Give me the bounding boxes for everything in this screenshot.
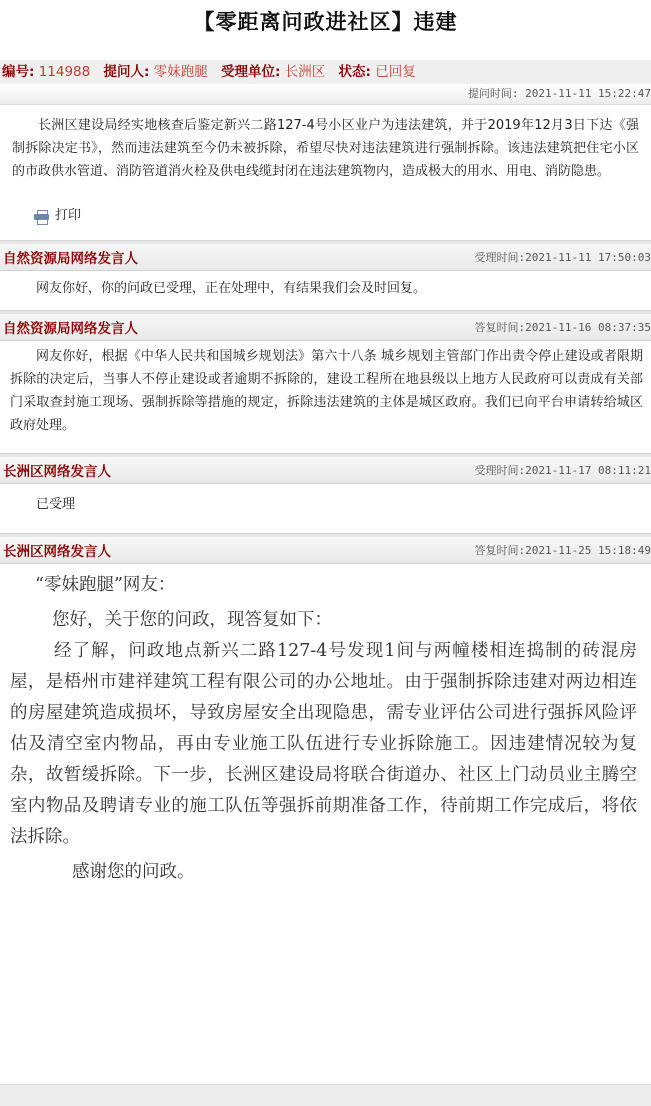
- reply-text: 网友你好，根据《中华人民共和国城乡规划法》第六十八条 城乡规划主管部门作出责令停止建设或者限期拆除的决定后，当事人不停止建设或者逾期不拆除的，建设工程所在地县级以上地方人民政府可以责成有关部门采取查封施工现场、强制拆除等措施的规定，拆除违法建筑的主体是城区政府。我们已向平台申请转给城区政府处理。: [10, 349, 643, 433]
- print-button[interactable]: [34, 206, 651, 226]
- asker-label: 提问人:: [103, 64, 150, 80]
- question-time-label: 提问时间:: [467, 87, 519, 100]
- page-title: 【零距离问政进社区】违建: [193, 10, 458, 34]
- status-label: 状态:: [338, 64, 371, 80]
- reply-text: 已受理: [36, 497, 76, 512]
- print-label[interactable]: 打印: [55, 208, 82, 223]
- status-value: 已回复: [375, 64, 416, 80]
- reply-header: [0, 314, 651, 341]
- reply-time: 受理时间:2021-11-17 08:11:21: [474, 464, 651, 477]
- printer-icon: [34, 210, 49, 223]
- question-time: 2021-11-11 15:22:47: [525, 87, 651, 100]
- reply-text: 网友你好，你的问政已受理，正在处理中，有结果我们会及时回复。: [36, 281, 427, 296]
- reply-time: 答复时间:2021-11-16 08:37:35: [474, 321, 651, 334]
- number-label: 编号:: [2, 64, 35, 80]
- asker-value: 零妹跑腿: [153, 64, 208, 80]
- reply-header: [0, 244, 651, 271]
- footer-bar: [0, 1084, 651, 1106]
- reply-time: 答复时间:2021-11-25 15:18:49: [474, 544, 651, 557]
- question-meta-bar: [0, 60, 651, 84]
- question-time-row: [0, 84, 651, 105]
- reply-header: [0, 457, 651, 484]
- responder-name: 自然资源局网络发言人: [3, 321, 138, 337]
- unit-value: 长洲区: [284, 64, 326, 80]
- number-value: 114988: [38, 64, 91, 80]
- responder-name: 长洲区网络发言人: [3, 464, 111, 480]
- question-text: 长洲区建设局经实地核查后鉴定新兴二路127-4号小区业户为违法建筑，并于2019年12月3日下达《强制拆除决定书》，然而违法建筑至今仍未被拆除，希望尽快对违法建筑进行强制拆除。该违法建筑把住宅小区的市政供水管道、消防管道消火栓及供电线缆封闭在违法建筑物内，造成极大的用水、用电、消防隐患。: [12, 118, 639, 179]
- official-reply: [0, 564, 651, 894]
- responder-name: 长洲区网络发言人: [3, 544, 111, 560]
- responder-name: 自然资源局网络发言人: [3, 251, 138, 267]
- reply-time: 受理时间:2021-11-11 17:50:03: [474, 251, 651, 264]
- reply-header: [0, 537, 651, 564]
- reply-paragraph: 经了解，问政地点新兴二路127-4号发现1间与两幢楼相连捣制的砖混房屋，是梧州市建祥建筑工程有限公司的办公地址。由于强制拆除违建对两边相连的房屋建筑造成损坏，导致房屋安全出现隐患，需专业评估公司进行强拆风险评估及清空室内物品，再由专业施工队伍进行专业拆除施工。因违建情况较为复杂，故暂缓拆除。下一步，长洲区建设局将联合街道办、社区上门动员业主腾空室内物品及聘请专业的施工队伍等强拆前期准备工作，待前期工作完成后，将依法拆除。: [10, 641, 637, 847]
- unit-label: 受理单位:: [221, 64, 281, 80]
- reply-thanks: 感谢您的问政。: [72, 862, 195, 882]
- reply-paragraph: 您好，关于您的问政，现答复如下：: [52, 610, 332, 630]
- reply-salutation: “零妹跑腿”网友：: [35, 575, 176, 595]
